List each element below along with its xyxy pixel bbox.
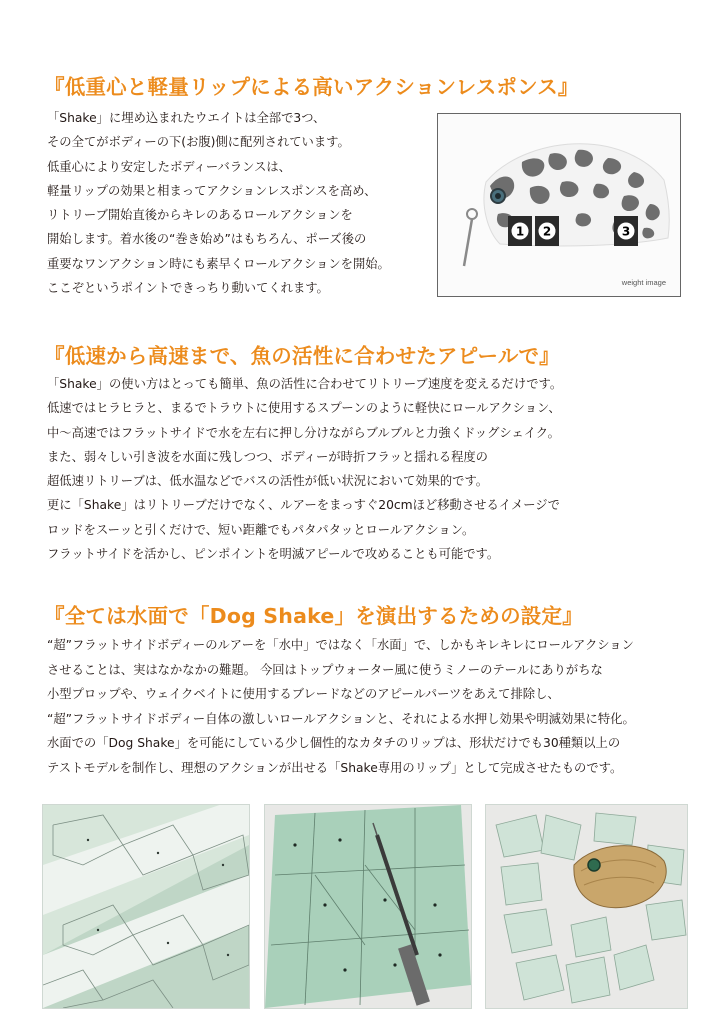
section2-line: 超低速リトリーブは、低水温などでバスの活性が低い状況において効果的です。 <box>47 474 489 489</box>
photo-drilling <box>264 804 472 1009</box>
section1-line: リトリーブ開始直後からキレのあるロールアクションを <box>47 208 353 223</box>
section1-line: 低重心により安定したボディーバランスは、 <box>47 159 291 174</box>
section3-body <box>47 633 635 781</box>
section3-line: 小型プロップや、ウェイクベイトに使用するブレードなどのアピールパーツをあえて排除し、 <box>47 687 560 702</box>
section2-line: 更に「Shake」はリトリーブだけでなく、ルアーをまっすぐ20cmほど移動させるイメージで <box>47 498 560 513</box>
section3-line: テストモデルを制作し、理想のアクションが出せる「Shake専用のリップ」として完成させたものです。 <box>47 760 623 775</box>
section1-line: ここぞというポイントできっちり動いてくれます。 <box>47 281 329 296</box>
weight-image-caption: weight image <box>621 278 666 287</box>
section3-line: “超”フラットサイドボディー自体の激しいロールアクションと、それによる水押し効果や明滅効果に特化。 <box>47 711 635 726</box>
section1-body <box>47 106 390 300</box>
section2-line: 中～高速ではフラットサイドで水を左右に押し分けながらブルブルと力強くドッグシェイク。 <box>47 425 560 440</box>
section3-line: “超”フラットサイドボディーのルアーを「水中」ではなく「水面」で、しかもキレキレにロールアクション <box>47 638 634 652</box>
section1-heading: 『低重心と軽量リップによる高いアクションレスポンス』 <box>44 75 579 99</box>
photo-lip-sheet <box>42 804 250 1009</box>
section2-line: また、弱々しい引き波を水面に残しつつ、ボディーが時折フラッと揺れる程度の <box>47 449 488 464</box>
section1-line: 重要なワンアクション時にも素早くロールアクションを開始。 <box>47 256 390 271</box>
section1-line: その全てがボディーの下(お腹)側に配列されています。 <box>47 135 350 150</box>
section1-line: 「Shake」に埋め込まれたウエイトは全部で3つ、 <box>47 111 326 125</box>
weight-image-figure <box>437 113 681 297</box>
lure-weight-illustration <box>438 114 680 296</box>
section3-heading: 『全ては水面で「Dog Shake」を演出するための設定』 <box>44 604 583 628</box>
section1-line: 開始します。着水後の“巻き始め”はもちろん、ポーズ後の <box>47 232 367 247</box>
photo-test-lips <box>485 804 688 1009</box>
weight-marker-3: 3 <box>621 224 631 239</box>
section2-body <box>47 372 562 566</box>
section2-heading: 『低速から高速まで、魚の活性に合わせたアピールで』 <box>44 344 560 368</box>
section2-line: ロッドをスーッと引くだけで、短い距離でもパタパタッとロールアクション。 <box>47 522 475 537</box>
section2-line: フラットサイドを活かし、ピンポイントを明滅アピールで攻めることも可能です。 <box>47 547 500 562</box>
weight-marker-2: 2 <box>542 224 552 239</box>
section3-line: 水面での「Dog Shake」を可能にしている少し個性的なカタチのリップは、形状だけでも30種類以上の <box>47 736 621 751</box>
section2-line: 低速ではヒラヒラと、まるでトラウトに使用するスプーンのように軽快にロールアクション、 <box>47 401 561 416</box>
section1-line: 軽量リップの効果と相まってアクションレスポンスを高め、 <box>47 183 377 198</box>
section2-line: 「Shake」の使い方はとっても簡単、魚の活性に合わせてリトリーブ速度を変えるだけです。 <box>47 377 563 391</box>
section3-line: させることは、実はなかなかの難題。 今回はトップウォーター風に使うミノーのテールにありがちな <box>47 662 603 677</box>
weight-marker-1: 1 <box>515 224 525 239</box>
